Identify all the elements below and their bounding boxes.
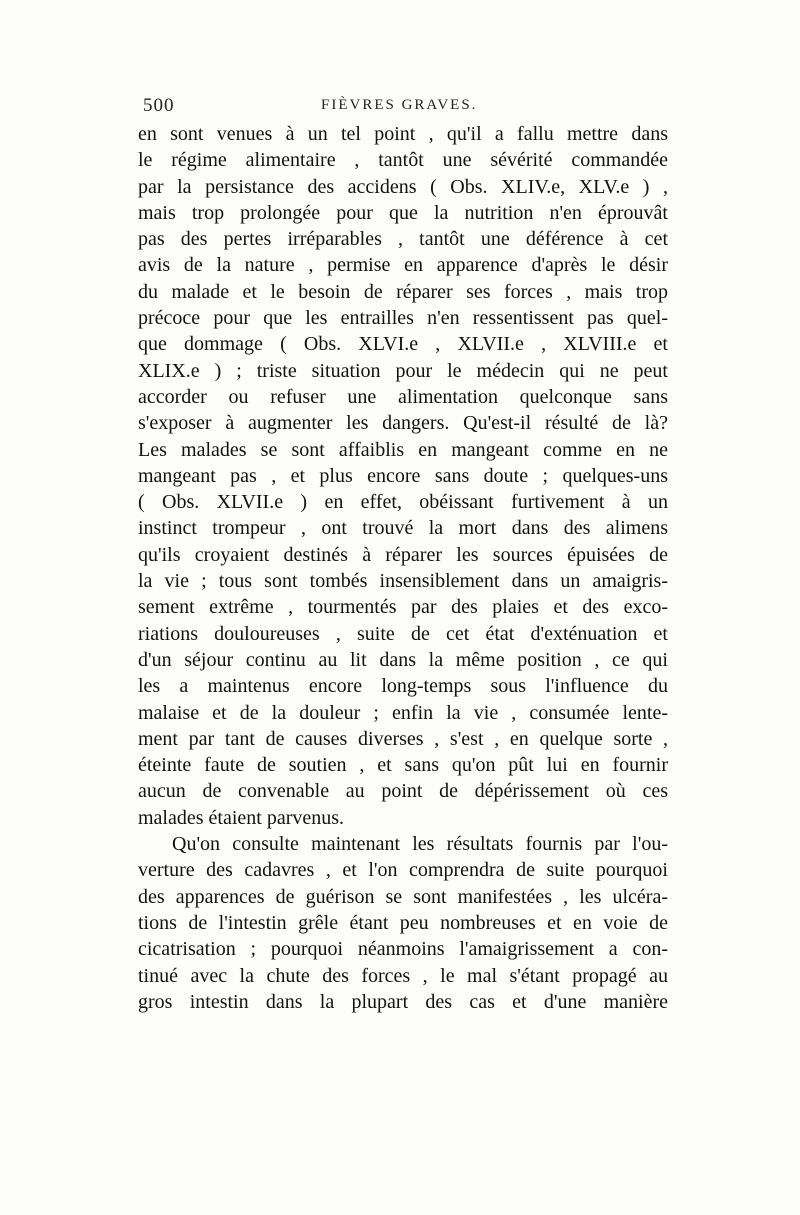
text-line: aucun de convenable au point de dépérissement où ces bbox=[138, 780, 668, 803]
running-title: FIÈVRES GRAVES. bbox=[321, 97, 478, 113]
text-line: pas des pertes irréparables , tantôt une déférence à cet bbox=[138, 228, 668, 251]
text-line: Les malades se sont affaiblis en mangeant comme en ne bbox=[138, 438, 668, 461]
text-line: des apparences de guérison se sont manifestées , les ulcéra- bbox=[138, 885, 668, 908]
text-line: qu'ils croyaient destinés à réparer les sources épuisées de bbox=[138, 543, 668, 566]
text-line: tinué avec la chute des forces , le mal s'étant propagé au bbox=[138, 964, 668, 987]
text-line: malaise et de la douleur ; enfin la vie , consumée lente- bbox=[138, 701, 668, 724]
text-line: mangeant pas , et plus encore sans doute ; quelques-uns bbox=[138, 464, 668, 487]
text-line: mais trop prolongée pour que la nutrition n'en éprouvât bbox=[138, 201, 668, 224]
text-line: sement extrême , tourmentés par des plaies et des exco- bbox=[138, 596, 668, 619]
text-line: d'un séjour continu au lit dans la même position , ce qui bbox=[138, 648, 668, 671]
text-line: malades étaient parvenus. bbox=[138, 806, 345, 829]
text-line: les a maintenus encore long-temps sous l'influence du bbox=[138, 675, 668, 698]
text-line: riations douloureuses , suite de cet état d'exténuation et bbox=[138, 622, 668, 645]
running-head bbox=[143, 95, 667, 119]
text-line: cicatrisation ; pourquoi néanmoins l'amaigrissement a con- bbox=[138, 938, 668, 961]
text-line: ( Obs. XLVII.e ) en effet, obéissant furtivement à un bbox=[138, 491, 668, 514]
text-line: que dommage ( Obs. XLVI.e , XLVII.e , XLVIII.e et bbox=[138, 333, 668, 356]
text-line: du malade et le besoin de réparer ses forces , mais trop bbox=[138, 280, 668, 303]
text-line: précoce pour que les entrailles n'en ressentissent pas quel- bbox=[138, 307, 668, 330]
text-line: accorder ou refuser une alimentation quelconque sans bbox=[138, 385, 668, 408]
text-line: ment par tant de causes diverses , s'est , en quelque sorte , bbox=[138, 727, 668, 750]
body-text bbox=[138, 121, 668, 1015]
text-line: tions de l'intestin grêle étant peu nombreuses et en voie de bbox=[138, 911, 668, 934]
text-line: s'exposer à augmenter les dangers. Qu'est-il résulté de là? bbox=[138, 412, 668, 435]
text-line: Qu'on consulte maintenant les résultats fournis par l'ou- bbox=[172, 833, 668, 856]
paragraph-2 bbox=[138, 831, 668, 1015]
text-line: par la persistance des accidens ( Obs. XLIV.e, XLV.e ) , bbox=[138, 175, 668, 198]
text-line: éteinte faute de soutien , et sans qu'on pût lui en fournir bbox=[138, 754, 668, 777]
page-number: 500 bbox=[143, 95, 175, 116]
text-line: la vie ; tous sont tombés insensiblement dans un amaigris- bbox=[138, 570, 668, 593]
text-line: XLIX.e ) ; triste situation pour le médecin qui ne peut bbox=[138, 359, 668, 382]
text-line: instinct trompeur , ont trouvé la mort dans des alimens bbox=[138, 517, 668, 540]
text-line: verture des cadavres , et l'on comprendra de suite pourquoi bbox=[138, 859, 668, 882]
paragraph-1 bbox=[138, 121, 668, 831]
text-line: gros intestin dans la plupart des cas et d'une manière bbox=[138, 990, 668, 1013]
text-line: en sont venues à un tel point , qu'il a fallu mettre dans bbox=[138, 123, 668, 145]
text-line: le régime alimentaire , tantôt une sévérité commandée bbox=[138, 149, 668, 172]
text-line: avis de la nature , permise en apparence d'après le désir bbox=[138, 254, 668, 277]
